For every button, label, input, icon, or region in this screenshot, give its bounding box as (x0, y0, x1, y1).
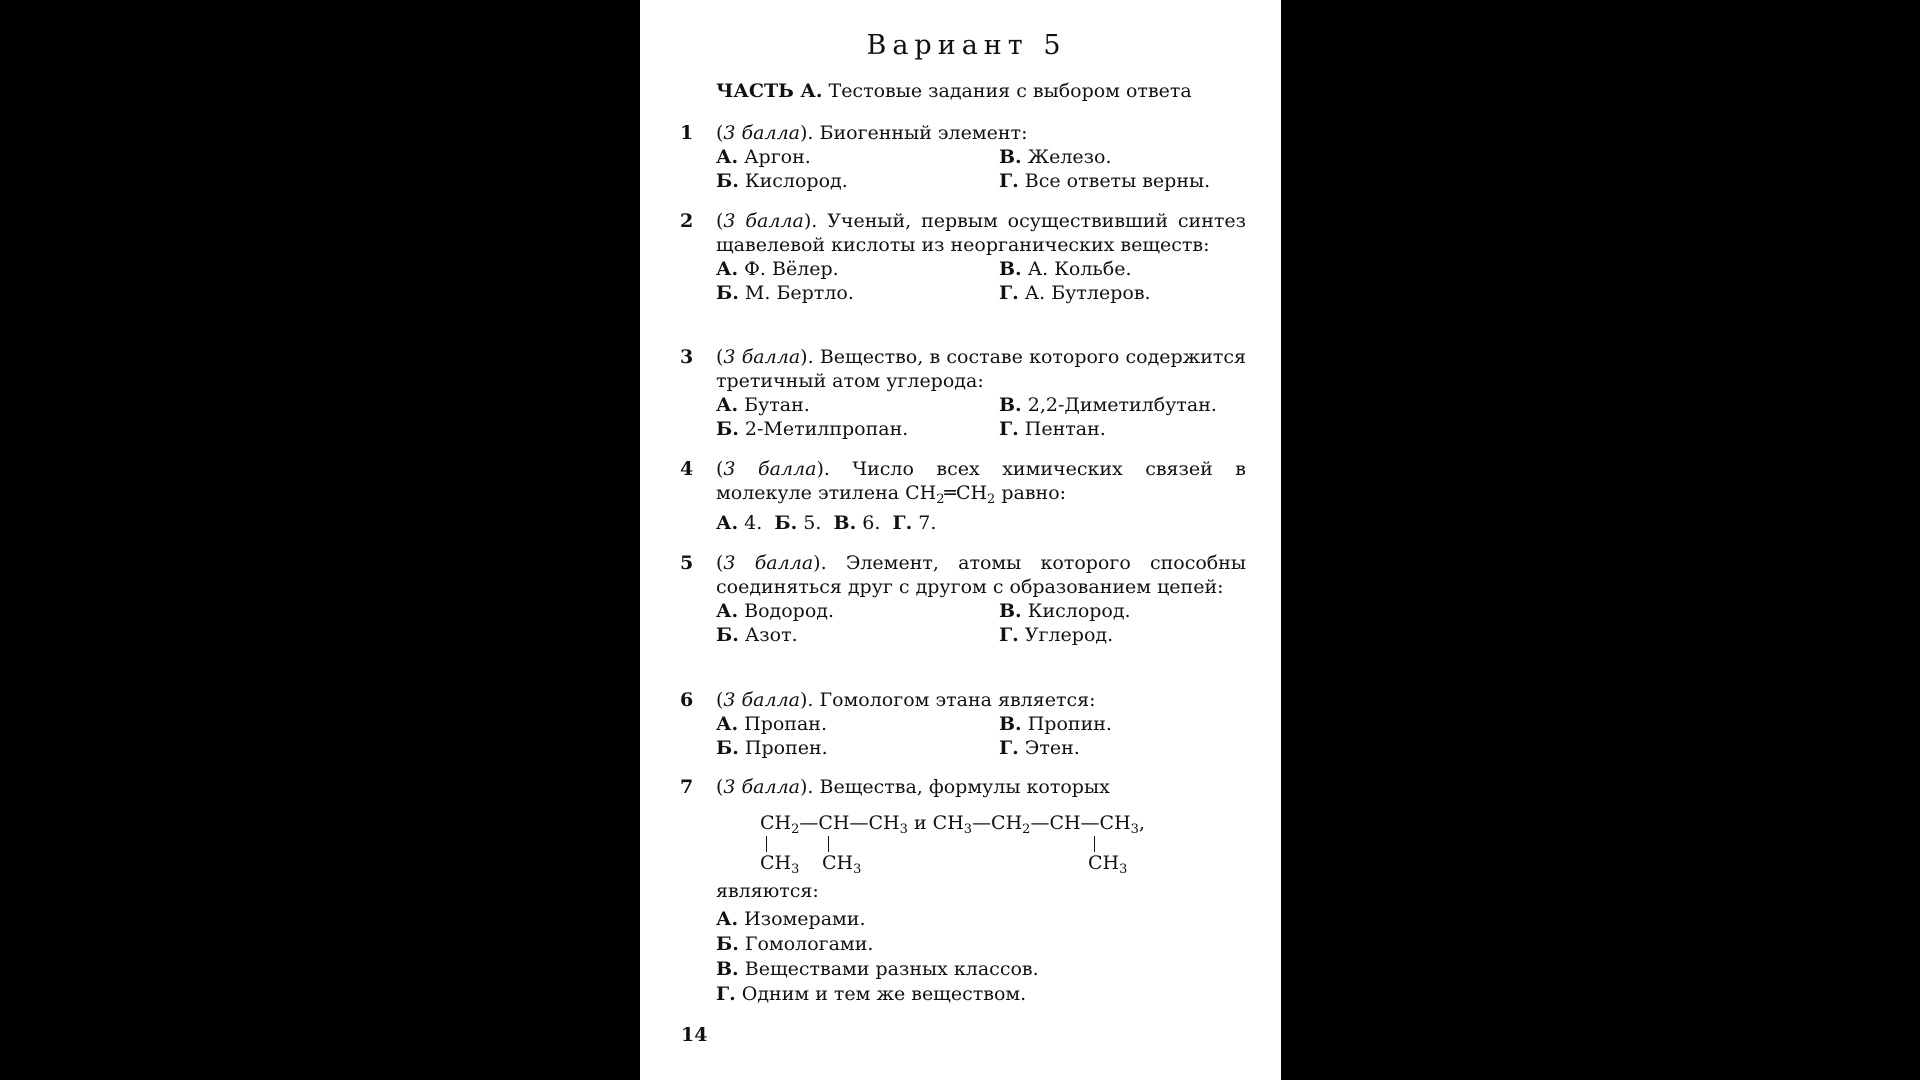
question-stem-continued: являются: (716, 880, 819, 902)
option-b: Б. 2-Метилпропан. (716, 418, 909, 440)
question-points: 3 балла (723, 689, 800, 711)
options (716, 599, 1246, 647)
question-number: 2 (680, 210, 694, 232)
question-points: 3 балла (723, 122, 800, 144)
option-g: Г. Одним и тем же веществом. (716, 983, 1027, 1005)
option-a: А. Водород. (716, 600, 835, 622)
option-v: В. Железо. (999, 146, 1112, 168)
document-page: Вариант 5 ЧАСТЬ А. Тестовые задания с выбором ответа 1 (3 балла). Биогенный элемент: А. Аргон. Б. Кислород. В. Железо. Г. Все ответы верны. 2 (3 балла). Ученый, первым осуществивший синтез щавелевой кислоты из неорганических веществ: А. Ф. Вёлер. Б. М. Бертло. В. А. Кольбе. Г. А. Бутлеров. 3 (3 балла). Вещество, в составе которого содержится третичный атом углерода: А. Бутан. Б. 2-Метилпропан. В. 2,2-Диметилбутан. Г. Пентан. 4 (3 балла). Число всех химических связей в молекуле этилена $CH_2═CH_2$ равно: А. 4. Б. 5. В. 6. Г. 7. 5 (3 балла). Элемент, атомы которого способны соединяться друг с другом с образованием цепей: А. Водород. Б. Азот. В. Кислород. Г. Углерод. 6 (3 балла). Гомологом этана является: А. Пропан. Б. Пропен. В. Пропин. Г. Этен. 7 (3 балла). Вещества, формулы которых $CH_2—CH—CH_3$ и $CH_3—CH_2—CH—CH_3$, $CH_3$ $CH_3$ $CH_3$ являются: А. Изомерами. Б. Гомологами. В. Веществами разных классов. Г. Одним и тем же веществом. 14 (640, 0, 1281, 1080)
question-points: 3 балла (723, 776, 800, 798)
options: А. 4. Б. 5. В. 6. Г. 7. (716, 512, 937, 534)
substituent-ch3: $CH_3$ (1088, 852, 1128, 877)
question-stem: Вещества, формулы которых (819, 776, 1110, 798)
option-v: В. Кислород. (999, 600, 1131, 622)
option-g: Г. А. Бутлеров. (999, 282, 1151, 304)
options (716, 257, 1246, 305)
part-text: Тестовые задания с выбором ответа (828, 80, 1192, 102)
option-g: Г. Этен. (999, 737, 1080, 759)
option-v: В. Веществами разных классов. (716, 958, 1039, 980)
question-number: 7 (680, 776, 694, 798)
question-stem: Гомологом этана является: (819, 689, 1096, 711)
option-b: Б. Азот. (716, 624, 798, 646)
page-title: Вариант 5 (866, 30, 1067, 61)
page-number: 14 (681, 1024, 708, 1046)
options (716, 145, 1246, 193)
question-stem: Число всех химических связей в молекуле этилена $CH_2═CH_2$ равно: (716, 458, 1246, 507)
option-a: А. Аргон. (716, 146, 811, 168)
substituent-ch3: $CH_3$ (760, 852, 800, 877)
option-v: В. А. Кольбе. (999, 258, 1132, 280)
option-v: В. Пропин. (999, 713, 1112, 735)
question-number: 4 (680, 458, 694, 480)
substituent-ch3: $CH_3$ (822, 852, 862, 877)
question-number: 1 (680, 122, 694, 144)
option-b: Б. Гомологами. (716, 933, 874, 955)
option-b: Б. М. Бертло. (716, 282, 854, 304)
options (716, 907, 1246, 1007)
part-label: ЧАСТЬ А. (716, 80, 823, 102)
option-a: А. Бутан. (716, 394, 810, 416)
option-b: Б. Кислород. (716, 170, 848, 192)
question-stem: Элемент, атомы которого способны соединяться друг с другом с образованием цепей: (716, 552, 1247, 598)
option-v: В. 2,2-Диметилбутан. (999, 394, 1217, 416)
question-points: 3 балла (723, 346, 801, 368)
question-points: 3 балла (723, 552, 814, 574)
option-g: Г. Углерод. (999, 624, 1114, 646)
bond-line (766, 836, 767, 852)
option-b: Б. Пропен. (716, 737, 828, 759)
bond-line (1094, 836, 1095, 852)
bond-line (828, 836, 829, 852)
option-a: А. Пропан. (716, 713, 828, 735)
question-number: 5 (680, 552, 694, 574)
question-number: 6 (680, 689, 694, 711)
option-g: Г. Пентан. (999, 418, 1106, 440)
question-stem: Ученый, первым осуществивший синтез щавелевой кислоты из неорганических веществ: (716, 210, 1246, 256)
question-stem: Вещество, в составе которого содержится третичный атом углерода: (716, 346, 1246, 392)
question-points: 3 балла (723, 210, 804, 232)
question-stem: Биогенный элемент: (819, 122, 1028, 144)
structural-formulas (716, 803, 1246, 877)
formula-main-chain: $CH_2—CH—CH_3$ и $CH_3—CH_2—CH—CH_3$, (760, 812, 1145, 837)
option-g: Г. Все ответы верны. (999, 170, 1211, 192)
options (716, 393, 1246, 441)
option-a: А. Ф. Вёлер. (716, 258, 839, 280)
question-points: 3 балла (723, 458, 817, 480)
options (716, 712, 1246, 760)
part-heading (716, 80, 1192, 102)
question-number: 3 (680, 346, 694, 368)
option-a: А. Изомерами. (716, 908, 866, 930)
